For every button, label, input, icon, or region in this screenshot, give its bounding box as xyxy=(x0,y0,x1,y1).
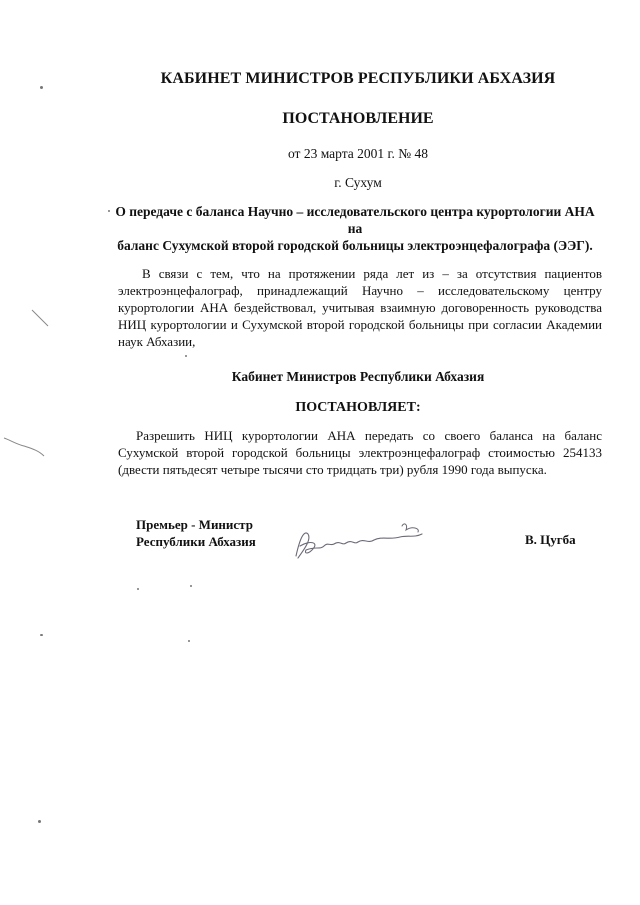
resolution-paragraph: Разрешить НИЦ курортологии АНА передать со своего баланса на баланс Сухумской второй городской больницы электроэнцефалограф стоимостью 254133 (двести пятьдесят четыре тысячи сто тридцать три) рубля 1990 года выпуска. xyxy=(118,428,602,477)
subject-line-1: О передаче с баланса Научно – исследовательского центра курортологии АНА на xyxy=(115,204,595,236)
signatory-title xyxy=(136,516,256,550)
signatory-name: В. Цугба xyxy=(525,532,576,547)
issuer-heading: Кабинет Министров Республики Абхазия xyxy=(231,369,485,384)
resolves-heading: ПОСТАНОВЛЯЕТ: xyxy=(295,400,421,415)
scan-speck xyxy=(188,640,190,642)
scan-speck xyxy=(40,634,43,636)
document-type-title: ПОСТАНОВЛЕНИЕ xyxy=(282,110,434,127)
handwritten-signature xyxy=(290,516,450,566)
subject-line-2: баланс Сухумской второй городской больницы электроэнцефалографа (ЭЭГ). xyxy=(117,238,593,253)
scan-speck xyxy=(40,86,43,89)
scan-speck xyxy=(108,210,110,212)
signatory-title-line-1: Премьер - Министр xyxy=(136,517,253,532)
document-city: г. Сухум xyxy=(334,175,382,190)
scan-margin-marks xyxy=(0,290,60,470)
document-subject xyxy=(112,203,598,254)
preamble-paragraph: В связи с тем, что на протяжении ряда лет из – за отсутствия пациентов электроэнцефалограф, принадлежащий Научно – исследовательскому центру курортологии АНА бездействовал, учитывая взаимную договоренность руководства НИЦ курортологии и Сухумской второй городской больницы при согласии Академии наук Абхазии, xyxy=(118,266,602,349)
document-date-number: от 23 марта 2001 г. № 48 xyxy=(287,146,429,161)
scan-speck xyxy=(137,588,139,590)
signatory-title-line-2: Республики Абхазия xyxy=(136,534,256,549)
scan-speck xyxy=(190,585,192,587)
scan-speck xyxy=(185,355,187,357)
scan-speck xyxy=(38,820,41,823)
document-header: КАБИНЕТ МИНИСТРОВ РЕСПУБЛИКИ АБХАЗИЯ xyxy=(160,70,556,87)
